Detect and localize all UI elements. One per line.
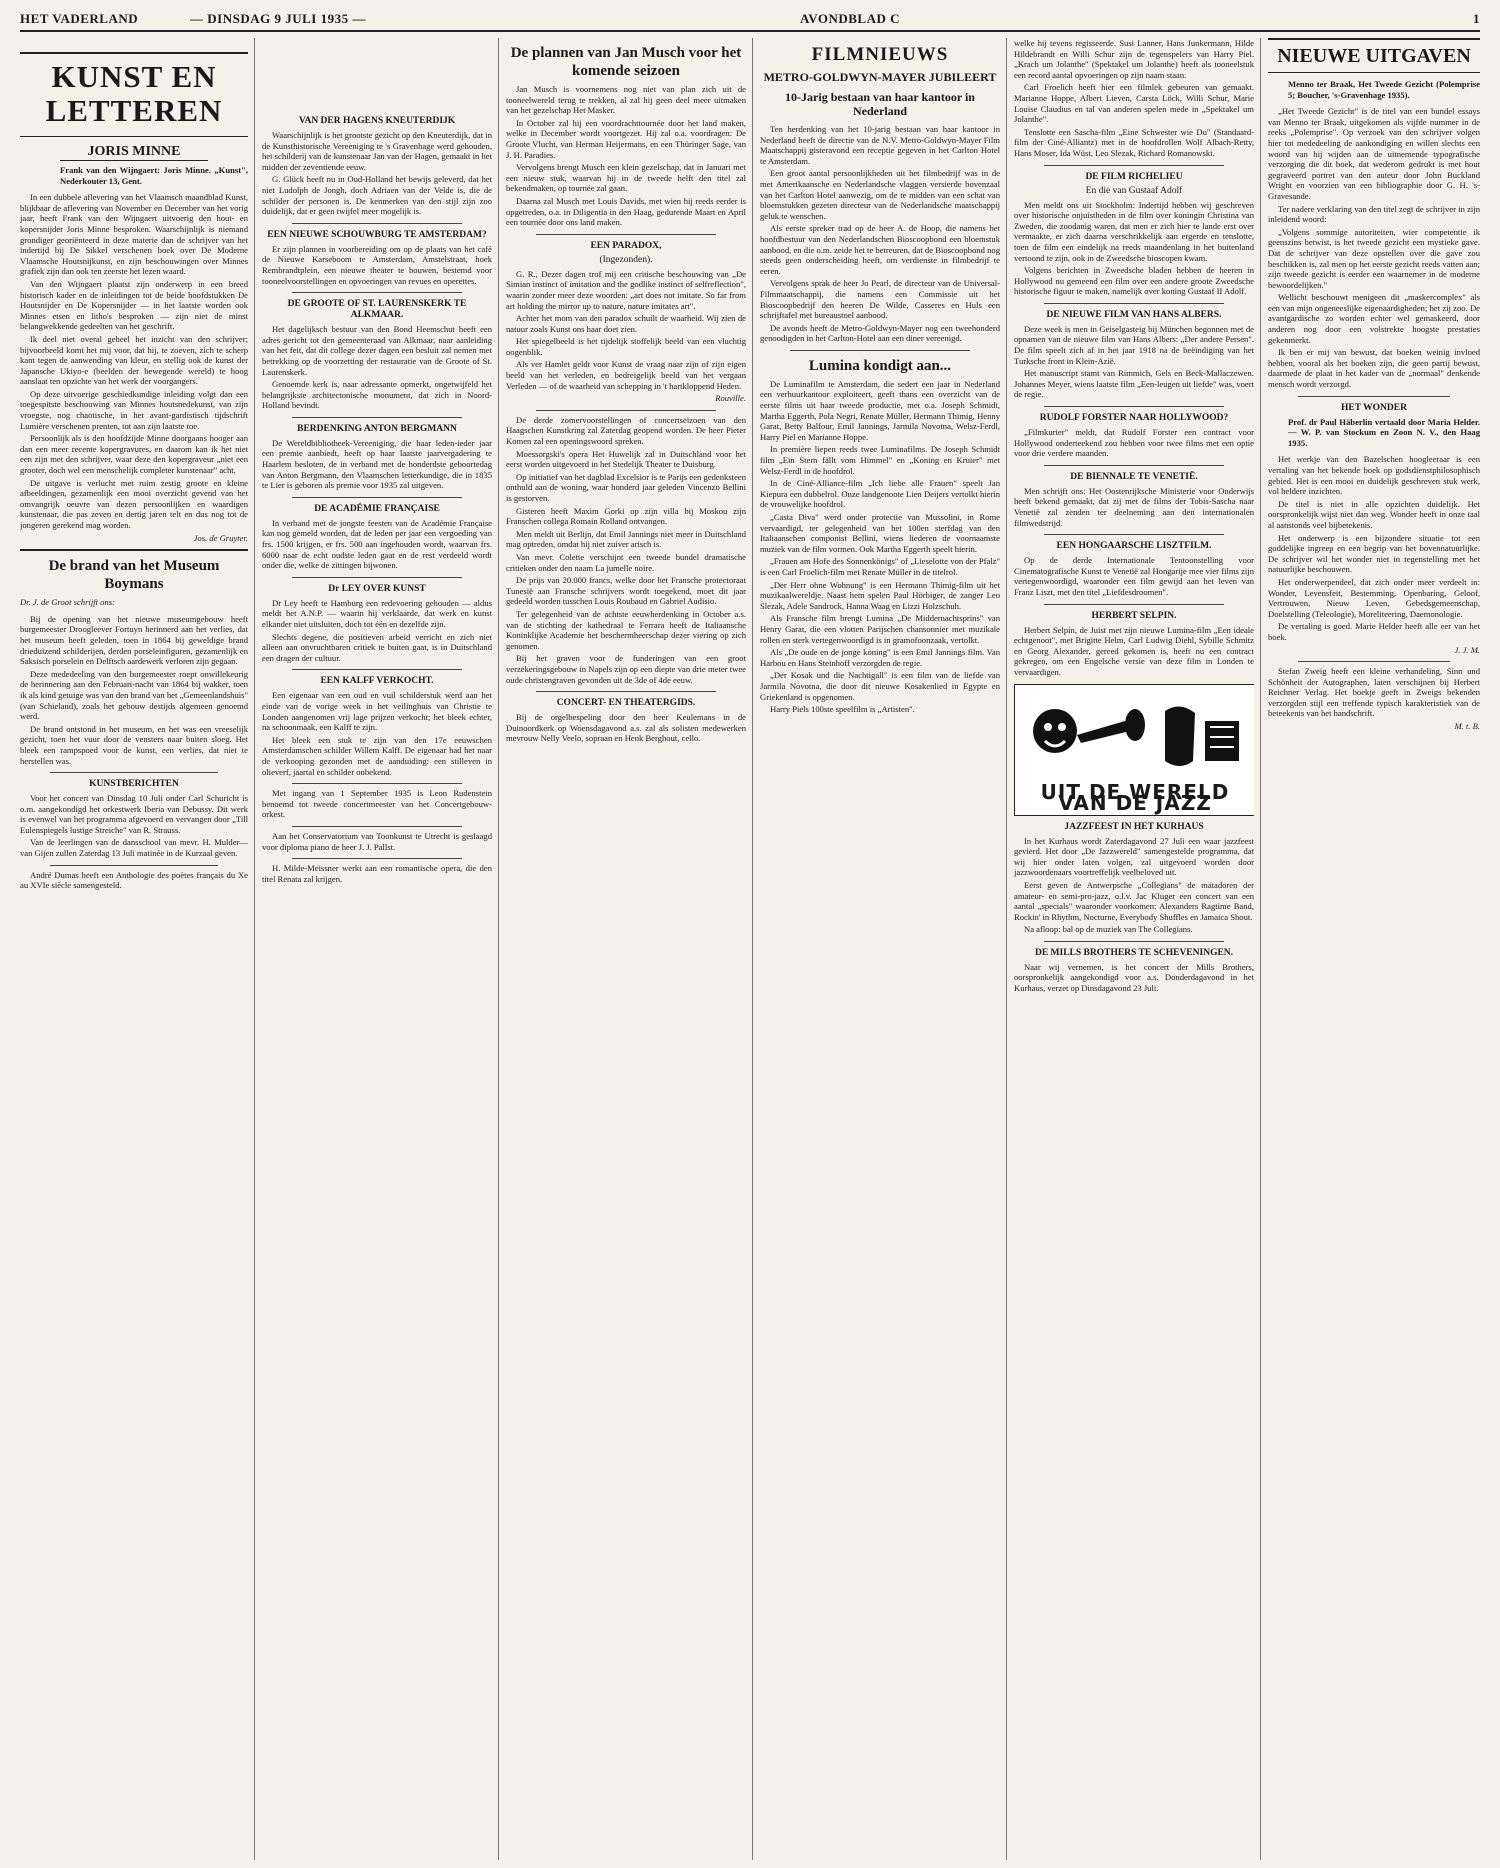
- paragraph: Stefan Zweig heeft een kleine verhandeling, Sinn und Schönheit der Autographen, laten verschijnen bij Herbert Reichner Verlag. Het boekje geeft in Zweigs bekenden verzorgden stijl een treffende typisch karakteristiek van de beteekenis van het handschrift.: [1268, 666, 1480, 719]
- divider: [1044, 941, 1224, 942]
- divider: [536, 691, 716, 692]
- paragraph: Ter gelegenheid van de achtste eeuwherdenking in October a.s. van de stichting der kathedraal te Ferrara heeft de Italiaansche Koninklijke Academie het beschermheerschap dezer viering op zich genomen.: [506, 608, 746, 651]
- paragraph: Het werkje van den Bazelschen hoogleeraar is een vertaling van het bekende boek op godsdienstphilosophisch gebied. Het is een mooi en duidelijk geschreven stuk werk, vol heldere inzichten.: [1268, 454, 1480, 497]
- paragraph: Het spiegelbeeld is het tijdelijk stoffelijk beeld van een vluchtig oogenblik.: [506, 336, 746, 357]
- divider: [50, 865, 218, 866]
- divider: [292, 669, 462, 670]
- divider: [536, 234, 716, 235]
- paragraph: H. Milde-Meissner werkt aan een romantische opera, die den titel Renata zal krijgen.: [262, 863, 492, 884]
- paragraph: Dr Ley heeft te Hamburg een redevoering gehouden — aldus meldt het A.N.P. — waarin hij verklaarde, dat werk en kunst elkander niet uitsluiten, doch tot één en dezelfde zijn.: [262, 597, 492, 629]
- article-title-jazzfeest: JAZZFEEST IN HET KURHAUS: [1064, 821, 1204, 832]
- divider: [292, 417, 462, 418]
- author-signature: M. t. B.: [1454, 721, 1480, 732]
- article-subtitle-ingezonden: (Ingezonden).: [599, 254, 653, 265]
- paragraph: „Het Tweede Gezicht" is de titel van een bundel essays van Menno ter Braak, uitgekomen als vijfde nummer in de reeks „Polemprise". Op verzoek van den schrijver volgen hier tot mededeeling de aankondiging en willen slechts een woord van hij wijden aan de uitnemende typografische verzorging die dit boek, dat wederom gedrukt is met hout gegraveerd portret van den auteur door John Buckland Wright en voorzien van een bibliographie door G. H. 's-Gravesande.: [1268, 106, 1480, 201]
- masthead: [20, 8, 1480, 32]
- paragraph: G. R., Dezer dagen trof mij een critische beschouwing van „De Simian instinct of imitation and the godlike instinct of selfreflection", waarin zonder meer deze woorden: „art does not imitate. So far from art holding the mirror up to nature, nature imitates art".: [506, 268, 746, 311]
- paragraph: „Casta Diva" werd onder protectie van Mussolini, in Rome vervaardigd, ter gelegenheid van het 100en sterfdag van den Italiaanschen componist Bellini, wiens liederen de voornaamste muziek van de film vormen. Ook Martha Eggerth speelt hierin.: [760, 512, 1000, 554]
- paragraph: Deze mededeeling van den burgemeester roept onwillekeurig de herinnering aan den Februari-nacht van 1864 bij wakker, toen ik als kind getuige was van den brand van het „Gemeenlandshuis" (van Schieland), zoals het gebouw destijds algemeen genoemd werd.: [20, 668, 248, 722]
- paragraph: Ter nadere verklaring van den titel zegt de schrijver in zijn inleidend woord:: [1268, 203, 1480, 225]
- paragraph: Carl Froelich heeft hier een filmlek gebeuren van gemaakt. Marianne Hoppe, Albert Lieven, Carsta Löck, Willi Schur, Marie Louise Claudius en tal van anderen spelen mede in „Spektakel um Jolanthe".: [1014, 82, 1254, 125]
- paragraph: Ten herdenking van het 10-jarig bestaan van haar kantoor in Nederland heeft de directie van de N.V. Metro-Goldwyn-Mayer Film Maatschappij gisteravond een receptie gegeven in het Carlton Hotel te Amsterdam.: [760, 124, 1000, 166]
- paragraph: Na afloop: bal op de muziek van The Collegians.: [1024, 924, 1193, 935]
- paragraph: Naar wij vernemen, is het concert der Mills Brothers, oorspronkelijk aangekondigd voor a.s. Donderdagavond in het Kurhaus, verzet op Dinsdagavond 23 Juli.: [1014, 961, 1254, 994]
- author-signature: J. J. M.: [1454, 644, 1480, 655]
- article-title-academie: DE ACADÉMIE FRANÇAISE: [314, 503, 440, 514]
- paragraph: In de Ciné-Alliance-film „Ich liebe alle Frauen" speelt Jan Kiepura een dubbelrol. Onze landgenoote Lien Deijers vertolkt hierin de vrouwelijke hoofdrol.: [760, 478, 1000, 510]
- paragraph: Tenslotte een Sascha-film „Eine Schwester wie Du" (Standaard-film der Ciné-Alliantz) met in de hoofdrollen Wolf Albach-Retty, Hans Moser, Ida Wüst, Leo Slezak, Richard Romanowski.: [1014, 126, 1254, 158]
- column-rule: [254, 38, 255, 1860]
- paragraph: Wellicht beschouwt menigeen dit „maskercomplex" als een van mijn ongeneeslijke eigenaardigheden; het zij zoo. De avantgardische zo worden echter wel gemaskeerd, door anderen nog door een volstrekte hoogste prestaties gekenmerkt.: [1268, 292, 1480, 345]
- paragraph: Bij het graven voor de funderingen van een groot verzekeringsgebouw in Napels zijn op een diepte van drie meter twee oude christengraven gevonden uit de 3de of 4de eeuw.: [506, 653, 746, 685]
- paragraph: Vervolgens brengt Musch een klein gezelschap, dat in Januari met een nieuw stuk, waarvan hij in de tweede helft den titel zal bekendmaken, op tournée zal gaan.: [506, 162, 746, 194]
- paragraph: De avonds heeft de Metro-Goldwyn-Mayer nog een tweehonderd genoodigden in het Carlton-Hotel aan een diner vereenigd.: [760, 322, 1000, 344]
- article-title-bergmann: BERDENKING ANTON BERGMANN: [297, 423, 457, 434]
- article-title-mills-brothers: DE MILLS BROTHERS TE SCHEVENINGEN.: [1034, 947, 1234, 958]
- paragraph: Van mevr. Colette verschijnt een tweede bundel dramatische critieken onder den naam La jumelle noire.: [506, 551, 746, 573]
- paragraph: Als „De oude en de jonge koning" is een Emil Jannings film. Van Harbou en Hans Steinhoff verzorgden de regie.: [760, 647, 1000, 668]
- paragraph: De vertaling is goed. Marie Helder heeft alle eer van het boek.: [1268, 621, 1480, 642]
- divider: [1298, 396, 1450, 397]
- paragraph: De Wereldbibliotheek-Vereeniging, die haar leden-ieder jaar een premie aanbiedt, heeft op haar laatste jaarvergadering te Haarlem besloten, de in verband met de honderdste geboortedag van Anton Bergmann, den Vlaamschen letterkundige, die in 1835 te Lier is geboren als premie voor 1935 zal uitgeven.: [262, 437, 492, 491]
- page-number: 1: [1473, 11, 1480, 26]
- paragraph: In een dubbele aflevering van het Vlaamsch maandblad Kunst, blijkbaar de aflevering van November en December van het vorig jaar, heeft Frank van den Wijngaert uitvoerig den hout- en kopersnijder Joris Minne besproken. Waarschijnlijk is niemand grondiger georiënteerd in deze materie dan de schrijver van het indertijd bij De Sikkel verschenen boek over De Moderne Vlaamsche Houtsnijkunst, en zijn beschouwingen over Minnes grafiek zijn dan ook ten zeerste het lezen waard.: [20, 192, 248, 277]
- section-title-filmnieuws: FILMNIEUWS: [811, 44, 949, 65]
- article-title-ley: Dr LEY OVER KUNST: [328, 583, 426, 594]
- paragraph: „Der Kosak und die Nachtigall" is een film van de liefde van Jarmila Novotna, die door dit nieuwe Kosakenlied in Egypte en Griekenland is opgenomen.: [760, 670, 1000, 702]
- divider: [292, 858, 462, 859]
- paragraph: Het manuscript stamt van Rimmich, Gels en Beck-Mallaczewen. Johannes Meyer, wiens laatste film „Een-leugen uit liefde" was, voert de regie.: [1014, 368, 1254, 400]
- column-filmnieuws: [760, 38, 1000, 1860]
- column-kunstberichten-2: [262, 38, 492, 1860]
- paragraph: Het dagelijksch bestuur van den Bond Heemschut heeft een adres gericht tot den gemeenteraad van Alkmaar, naar aanleiding van het feit, dat dit college dezer dagen een besluit zal nemen met betrekking op de voorzetting der restauratie van de Groote of St. Laurenskerk.: [262, 324, 492, 377]
- divider: [1044, 534, 1224, 535]
- article-title-lisztfilm: EEN HONGAARSCHE LISZTFILM.: [1056, 541, 1212, 552]
- paragraph: De prijs van 20.000 francs, welke door het Fransche protectoraat Tunesië aan Fransche schrijvers wordt toegekend, moet dit jaar gedeeld worden tusschen Louis Roubaud en Gabriel Audisio.: [506, 575, 746, 607]
- author-signature: Rouville.: [715, 393, 746, 404]
- paragraph: Achter het mom van den paradox schuilt de waarheid. Wij zien de natuur zoals Kunst ons haar doet zien.: [506, 313, 746, 334]
- paragraph: De brand ontstond in het museum, en het was een vreeselijk gezicht, toen het vuur door de vensters naar buiten sloeg. Het bleek een rampspoed voor de kunst, een verlies, dat niet te herstellen was.: [20, 723, 248, 766]
- paragraph: Men meldt ons uit Stockholm: Indertijd hebben wij geschreven over historische onjuistheden in de film over koningin Christina van Zweden, die zoodanig waren, dat men er zich hier te lande erst over vermaakte, er zich daarna verschrikkelijk aan ergerde en tenslotte, toen de film een eindelijk na reeds maandenlang in het buitenland vertoond te zijn, ook in de Zweedsche bioscopen kwam.: [1014, 199, 1254, 263]
- divider: [20, 549, 248, 551]
- article-title-biennale: DE BIENNALE TE VENETIË.: [1070, 471, 1198, 482]
- divider: [1298, 661, 1450, 662]
- paragraph: Vervolgens sprak de heer Jo Pearl, de directeur van de Universal-Filmmaatschappij, die namens een Commissie uit het Bioscoopbedrijf den heeren De Wilde, Casseres en Huls een schrijftafel met bureaustoel aanbood.: [760, 278, 1000, 321]
- paragraph: Gisteren heeft Maxim Gorki op zijn villa bij Moskou zijn Franschen collega Romain Rolland ontvangen.: [506, 505, 746, 527]
- book-reference: Menno ter Braak, Het Tweede Gezicht (Polemprise 5; Boucher, 's-Gravenhage 1935).: [1288, 79, 1480, 100]
- paragraph: Men schrijft ons: Het Oostenrijksche Ministerie voor Onderwijs heeft bekend gemaakt, dat zij met de films der Tobis-Sascha naar Venetië zal zenden ter deelneming aan den internationalen filmwedstrijd.: [1014, 485, 1254, 528]
- paragraph: Bij de orgelbespeling door den heer Keulemans in de Duinoordkerk op Woensdagavond a.s. zal als solisten medewerken mevrouw Nelly Veelo, sopraan en Henk Berghout, cello.: [506, 712, 746, 744]
- article-title-kalff: EEN KALFF VERKOCHT.: [320, 676, 434, 687]
- paragraph: welke hij tevens regisseerde. Susi Lanner, Hans Junkermann, Hilde Hildebrandt en Willi Schur zijn de tegenspelers van Harry Piel. „Krach um Jolanthe" (Spektakel um Jolanthe) heeft als tooneelstuk een record aantal opvoeringen op zijn naam staan.: [1014, 38, 1254, 80]
- article-title-joris-minne: JORIS MINNE: [60, 143, 208, 161]
- paragraph: In première liepen reeds twee Luminafilms. De Joseph Schmidt film „Ein Stern fällt vom Himmel" en „Koning en Kruier" met Welsz-Ferdl in de hoofdrol.: [760, 444, 1000, 476]
- divider: [1044, 303, 1224, 304]
- column-rule: [1260, 38, 1261, 1860]
- article-title-kunstberichten: KUNSTBERICHTEN: [89, 779, 179, 790]
- paragraph: De Luminafilm te Amsterdam, die sedert een jaar in Nederland een verhuurkantoor exploiteert, geeft thans een overzicht van de eerste films uit haar tweede productie, met o.a. Joseph Schmidt, Martha Eggerth, Pola Negri, Renate Müller, Hermann Thimig, Henny Garat, Betty Balfour, Emil Jannings, Jarmila Novotna, Welsz-Ferdl, Harry Piel en Marianne Hoppe.: [760, 378, 1000, 442]
- divider: [1044, 604, 1224, 605]
- paragraph: In October zal hij een voordrachttournée door het land maken, welke in December wordt voortgezet. Hij zal o.a. voordragen: De Groote Vlucht, van Herman Heijermans, en een Thüringer Sage, van J. H. Paradies.: [506, 117, 746, 160]
- article-title-paradox: EEN PARADOX,: [590, 240, 662, 251]
- divider: [1044, 165, 1224, 166]
- paragraph: Het bleek een stuk te zijn van den 17e eeuwschen Amsterdamschen schilder Willem Kalff. De eigenaar had het naar de verkooping gezonden met de aanduiding: een stilleven in olieverf, jaartal en schilder onbekend.: [262, 734, 492, 777]
- article-title-hans-albers: DE NIEUWE FILM VAN HANS ALBERS.: [1046, 309, 1222, 320]
- paragraph: Er zijn plannen in voorbereiding om op de plaats van het café de Nieuwe Karseboom te Amsterdam, Amstelstraat, hoek Rembrandtplein, een nieuwe theater te bouwen, bestemd voor tooneelvoorstellingen en opvoeringen van revues en operettes.: [262, 243, 492, 286]
- paragraph: Aan het Conservatorium van Toonkunst te Utrecht is geslaagd voor diploma piano de heer J. J. Pallst.: [262, 830, 492, 852]
- paragraph: „Volgens sommige autoriteiten, wier competentie ik geenszins betwist, is het tweede gezicht een mystieke gave. Dat de schrijver van deze opstellen over die gave zou beschikken is, zal men op het eerste gezicht reeds vatten aan; zijn tweede gezicht is eerder een waarnemer in de moderne bewoordelijken.": [1268, 226, 1480, 290]
- paragraph: Ik deel niet overal geheel het inzicht van den schrijver; bijvoorbeeld komt het mij voor, dat hij, te zoeven, zich te scherp kant tegen de aanwending van kleur, en stellig ook de kunst der Japansche Ukiyo-e (beelden der bewegende wereld) te hoog aanslaat ten opzichte van het werk der voorgangers.: [20, 333, 248, 387]
- paragraph: De uitgave is verlucht met ruim zestig groote en kleine afbeeldingen, gezamenlijk een mooi overzicht gevend van het omvangrijk oeuvre van dezen persoonlijken en waardigen kunstenaar, die pas zeven en dertig jaren telt en dus nog tot de jongeren gerekend mag worden.: [20, 477, 248, 530]
- divider: [292, 783, 462, 784]
- issue-date: — DINSDAG 9 JULI 1935 —: [190, 11, 366, 26]
- article-subtitle-gustaaf-adolf: En die van Gustaaf Adolf: [1085, 185, 1183, 196]
- column-rule: [1006, 38, 1007, 1860]
- jazz-column-logo: [1014, 684, 1254, 816]
- divider: [790, 350, 970, 351]
- paragraph: Van de leerlingen van de dansschool van mevr. H. Mulder—van Gijen zullen Zaterdag 13 Juli matinée in de Kurzaal geven.: [20, 837, 248, 859]
- column-rule: [752, 38, 753, 1860]
- divider: [292, 292, 462, 293]
- paragraph: Slechts degene, die positieven arbeid verricht en zich niet alleen aan onvruchtbaren critiek te buiten gaat, is in Duitschland een dragen der cultuur.: [262, 631, 492, 663]
- paragraph: Op initiatief van het dagblad Excelsior is te Parijs een gedenksteen onthuld aan de woning, waar honderd jaar geleden Vincenzo Bellini is gestorven.: [506, 471, 746, 503]
- paragraph: Moessorgski's opera Het Huwelijk zal in Duitschland voor het eerst worden uitgevoerd in het Stedelijk Theater te Duisburg.: [506, 448, 746, 470]
- book-reference: Frank van den Wijngaert: Joris Minne. „Kunst", Nederkouter 13, Gent.: [60, 165, 248, 186]
- article-title-brand-museum: De brand van het Museum Boymans: [48, 558, 220, 593]
- article-title-richelieu: DE FILM RICHELIEU: [1085, 171, 1183, 182]
- paragraph: Men meldt uit Berlijn, dat Emil Jannings niet meer in Duitschland mag optreden, omdat hij niet zuiver arisch is.: [506, 528, 746, 550]
- divider: [536, 410, 716, 411]
- paragraph: Harry Piels 100ste speelfilm is „Artisten".: [770, 704, 915, 715]
- article-title-het-wonder: HET WONDER: [1341, 402, 1407, 413]
- column-kunst-en-letteren: [20, 38, 248, 1860]
- divider: [50, 772, 218, 773]
- paragraph: De derde zomervoorstellingen of concertseizoen van den Haagschen Kunstkring zal Zaterdag geopend worden. De heer Pieter Komen zal een openingswoord spreken.: [506, 414, 746, 447]
- section-title-kunst-en-letteren: KUNST EN LETTEREN: [20, 52, 248, 137]
- paragraph: Voor het concert van Dinsdag 10 Juli onder Carl Schuricht is o.m. aangekondigd het orkestwerk Iberia van Debussy. Dit werk is evenwel van het programma afgevoerd en vervangen door „Till Eulenspiegels lustige Streiche" van R. Strauss.: [20, 793, 248, 835]
- paragraph: Jan Musch is voornemens nog niet van plan zich uit de tooneelwereld terug te trekken, al zal hij geen deel meer uitmaken van het gezelschap Het Masker.: [506, 84, 746, 116]
- book-reference: Prof. dr Paul Häberlin vertaald door Maria Helder. — W. P. van Stockum en Zoon N. V., den Haag 1935.: [1288, 416, 1480, 448]
- paragraph: Eerst geven de Antwerpsche „Collegians" de matadoren der amateur- en semi-pro-jazz, o.l.v. Jac Kluger een concert van een aantal „specials" waaronder voorkomen: Alexanders Ragtime Band, Rockin' in Rhythm, Nocturne, Everybody Shuffles en Jamaica Shout.: [1014, 879, 1254, 922]
- paragraph: Persoonlijk als is den hoofdzijde Minne doorgaans hooger aan dan een meer recente kopergravures, en daarom kan ik het niet een zijn met den schrijver, waar deze den kopergraveur „niet een grooter, doch wel een menschelijk completer kunstenaar" acht.: [20, 433, 248, 476]
- paragraph: Volgens berichten in Zweedsche bladen hebben de heeren in Hollywood nu gemeend een film over een andere groote Zweedsche historische figuur te maken, namelijk over koning Gustaaf II Adolf.: [1014, 265, 1254, 297]
- jazz-logo-text: UIT DE WERELD VAN DE JAZZ: [1040, 780, 1230, 815]
- column-filmnieuws-2: [1014, 38, 1254, 1860]
- article-title-selpin: HERBERT SELPIN.: [1091, 610, 1177, 621]
- author-signature: Jos. de Gruyter.: [193, 532, 248, 543]
- section-title-nieuwe-uitgaven: NIEUWE UITGAVEN: [1268, 38, 1480, 73]
- edition-label: AVONDBLAD C: [800, 11, 900, 26]
- column-rule: [498, 38, 499, 1860]
- divider: [292, 223, 462, 224]
- divider: [1044, 406, 1224, 407]
- paragraph: „Frauen am Hofe des Sonnenkönigs" of „Lieselotte von der Pfalz" is een Carl Froelich-film met Renate Müller in de titelrol.: [760, 556, 1000, 577]
- article-byline: Dr. J. de Groot schrijft ons:: [20, 597, 115, 608]
- paragraph: In verband met de jongste feesten van de Académie Française kan nog gemeld worden, dat de leden per jaar een vergoeding van frs. 1500 krijgen, er frs. 500 aan ingehouden wordt, waarvan frs. 6000 naar de echt oudste leden gaat en de rest verdeeld wordt onder die, welke de zittingen bijwonen.: [262, 517, 492, 571]
- paragraph: Op de derde Internationale Tentoonstelling voor Cinematografische Kunst te Venetië zal Hongarije mee vier films zijn vertegenwoordigd, waaronder een film gewijd aan het leven van Franz Liszt, met den titel „Liefdesdroomen".: [1014, 555, 1254, 597]
- article-title-lumina: Lumina kondigt aan...: [808, 357, 952, 374]
- jazz-musician-icon: [1015, 691, 1254, 781]
- paragraph: Met ingang van 1 September 1935 is Leon Rudenstein benoemd tot tweede concertmeester van het Concertgebouw-orkest.: [262, 788, 492, 820]
- article-title-concertgids: CONCERT- EN THEATERGIDS.: [556, 698, 696, 709]
- paragraph: Genoemde kerk is, naar adressante opmerkt, ongetwijfeld het belangrijkste architectonische monument, dat zich in Noord-Holland bevindt.: [262, 379, 492, 411]
- column-nieuwe-uitgaven: [1268, 38, 1480, 1860]
- paragraph: Op deze uitvoerige geschiedkundige inleiding volgt dan een toegespitste beschouwing van Minnes houtsnedekunst, van zijn vroegste, nog chaotische, in het avant-gardistisch tijdschrift Lumière verschenen prenten, tot aan zijn laatste toe.: [20, 388, 248, 431]
- article-subtitle-mgm: 10-Jarig bestaan van haar kantoor in Nederland: [785, 90, 975, 118]
- paragraph: G. Glück heeft nu in Oud-Holland het bewijs geleverd, dat het niet Ludolph de Jongh, doch Adriaen van der Velde is, die de schilder der personen is. De kenmerken van den stijl zijn zoo duidelijk, dat er geen twijfel meer mogelijk is.: [262, 174, 492, 217]
- paragraph: Als Fransche film brengt Lumina „De Middernachtsprins" van Henry Garat, die een vlotten Parijschen chansonnier met muzikale rollen en sterk vertegenwoordigd is in gramofoonzaak, vertolkt.: [760, 613, 1000, 645]
- article-title-kneuterdijk: VAN DER HAGENS KNEUTERDIJK: [298, 116, 456, 126]
- newspaper-name: HET VADERLAND: [20, 11, 139, 26]
- paragraph: Daarna zal Musch met Louis Davids, met wien hij reeds eerder is opgetreden, o.a. in Diligentia in den Haag, gedurende Maart en April een tournée door ons land maken.: [506, 195, 746, 228]
- paragraph: Ik ben er mij van bewust, dat boeken weinig invloed hebben, vooral als het boeken zijn, die geen partij bewust, daarmede de plaat in het kader van de „normaal" denkende mensch wordt verzorgd.: [1268, 347, 1480, 390]
- column-jan-musch: [506, 38, 746, 1860]
- paragraph: In het Kurhaus wordt Zaterdagavond 27 Juli een waar jazzfeest gevierd. Het door „De Jazzwereld" samengestelde programma, dat wij hier onder laten volgen, zal uitgevoerd worden door jazzwoordenaars voortreffelijk veelbeloved uit.: [1014, 835, 1254, 878]
- paragraph: Een groot aantal persoonlijkheden uit het filmbedrijf was in de met Amerikaansche en Nederlandsche vlaggen versierde bovenzaal van het Carlton Hotel aanwezig, om de te midden van een schat van bloemstukken gezeten directeur van de Nederlandsche maatschappij geluk te wenschen.: [760, 168, 1000, 221]
- article-title-mgm: METRO-GOLDWYN-MAYER JUBILEERT: [763, 70, 997, 84]
- article-title-laurenskerk: DE GROOTE OF ST. LAURENSKERK TE ALKMAAR.: [287, 299, 467, 321]
- paragraph: Het onderwerpendeel, dat zich onder meer verdeelt in: Wonder, Levensfeit, Bestemming, Openbaring, Geloof, Vertrouwen, Nieuw Leven, Gebedsgemeenschap, Doelstelling (Teleologie), Moreliteering, Daemonologie.: [1268, 576, 1480, 619]
- article-title-jan-musch: De plannen van Jan Musch voor het komende seizoen: [510, 45, 742, 79]
- article-title-schouwburg: EEN NIEUWE SCHOUWBURG TE AMSTERDAM?: [267, 229, 487, 240]
- paragraph: Waarschijnlijk is het grootste gezicht op den Kneuterdijk, dat in de Kunsthistorische Vereeniging te 's Gravenhage werd gehouden, het schilderij van de kunstenaar Jan van der Hagen, gemaakt in het midden der zeventiende eeuw.: [262, 130, 492, 172]
- paragraph: De titel is niet in alle opzichten duidelijk. Het oorspronkelijk wijst niet dan weg. Wonder heeft in onze taal al aanstonds veel bijbetekenis.: [1268, 498, 1480, 530]
- divider: [292, 577, 462, 578]
- divider: [1044, 465, 1224, 466]
- article-title-forster: RUDOLF FORSTER NAAR HOLLYWOOD?: [1039, 413, 1229, 424]
- paragraph: Herbert Selpin, de Juist met zijn nieuwe Lumina-film „Een ideale echtgenoot", met Brigitte Helm, Carl Ludwig Diehl, Sybille Schmitz en Georg Alexander, gereed gekomen is, heeft nu een contract gekregen, om een Engelsche versie van deze film in Londen te vervaardigen.: [1014, 624, 1254, 677]
- paragraph: André Dumas heeft een Anthologie des poètes français du Xe au XVIe siècle samengesteld.: [20, 869, 248, 891]
- paragraph: Als ver Hamlet geldt voor Kunst de vraag naar zijn of zijn eigen beeld van het verleden, en bedreigelijk beeld van het vergaan Verleden — of de waarheid van schepping in 't hartkloppend Heden.: [506, 359, 746, 391]
- paragraph: Van den Wijngaert plaatst zijn onderwerp in een breed historisch kader en de inleidingen tot de beide hoofdstukken De Houtsnijder en De Kopersnijder — in het laatste worden ook Minnes etsen en litho's besproken — zijn niet de minst belangwekkende gedeelten van het geschrift.: [20, 278, 248, 332]
- paragraph: „Filmkurier" meldt, dat Rudolf Forster een contract voor Hollywood onderteekend zou hebben voor twee films met een optie voor drie verdere maanden.: [1014, 427, 1254, 459]
- divider: [292, 826, 462, 827]
- divider: [292, 497, 462, 498]
- paragraph: „Der Herr ohne Wohnung" is een Hermann Thimig-film uit het muzikaalwereldje. Naast hem spelen Paul Hörbiger, de zanger Leo Slezak, Adele Sandrock, Hanna Waag en Lizzi Holzschuh.: [760, 579, 1000, 611]
- paragraph: Het onderwerp is een bijzondere situatie tot een goddelijke ingreep en een begrip van het bovennatuurlijke. De schrijver wil het wonder niet in tegenstelling met het natuurlijke beschouwen.: [1268, 532, 1480, 575]
- paragraph: Een eigenaar van een oud en vuil schilderstuk werd aan het einde van de vorige week in het veilinghuis van Christie te Londen aangenomen vrij lage prijzen verkocht; het bleek echter, na schoonmaak, een Kalff te zijn.: [262, 690, 492, 733]
- paragraph: Deze week is men in Geiselgasteig bij München begonnen met de opnamen van de nieuwe film van Hans Albers: „Der andere Persen". De film speelt zich af in het jaar 1918 na de beëindiging van het Turksche front in Klein-Azië.: [1014, 323, 1254, 366]
- paragraph: Bij de opening van het nieuwe museumgebouw heeft burgemeester Droogleever Fortuyn herinnerd aan het verlies, dat het museum heeft geleden, toen in 1864 bij geweldige brand drieduizend schilderijen, derden porseleinfiguren, gezamenlijk en Saksisch porselein en Delftsch aardewerk verloren zijn gegaan.: [20, 613, 248, 667]
- paragraph: Als eerste spreker trad op de heer A. de Hoop, die namens het hoofdbestuur van den Nederlandschen Bioscoopbond een bloemstuk aanbood, en die o.m. zeide het te betreuren, dat de Bioscoopbond nog steeds geen onderscheiding heeft, om verdienste in filmbedrijf te eeren.: [760, 223, 1000, 276]
